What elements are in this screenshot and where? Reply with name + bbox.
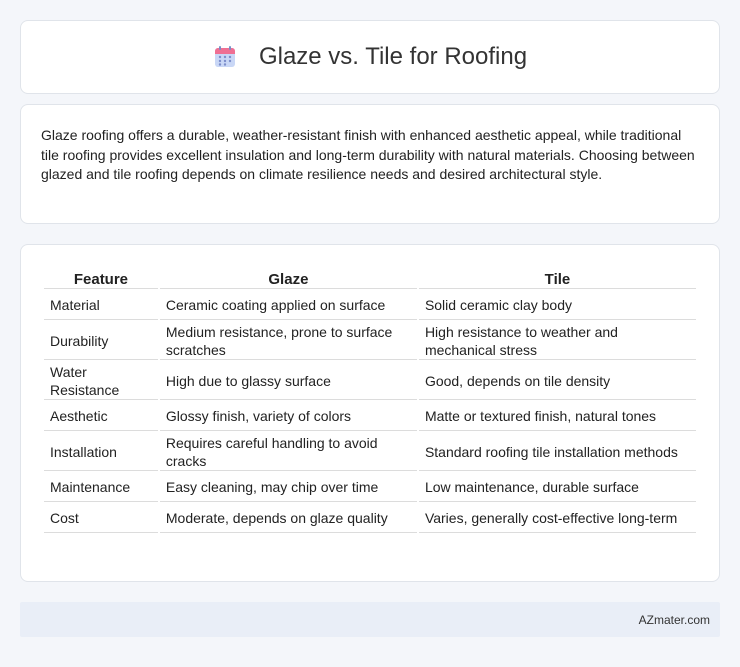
title-card xyxy=(20,20,720,94)
intro-card xyxy=(20,104,720,224)
footer-brand: AZmater.com xyxy=(638,612,710,627)
header-feature: Feature xyxy=(44,267,158,289)
table-row xyxy=(44,473,696,502)
feature-cell: Aesthetic xyxy=(44,402,158,431)
table-row xyxy=(44,362,696,400)
header-tile: Tile xyxy=(419,267,696,289)
glaze-cell: Moderate, depends on glaze quality xyxy=(160,504,417,533)
feature-cell: Maintenance xyxy=(44,473,158,502)
table-row xyxy=(44,433,696,471)
table-row xyxy=(44,322,696,360)
comparison-table xyxy=(42,265,698,535)
feature-cell: Water Resistance xyxy=(44,362,158,400)
table-header-row xyxy=(44,267,696,289)
glaze-cell: High due to glassy surface xyxy=(160,362,417,400)
tile-cell: Matte or textured finish, natural tones xyxy=(419,402,696,431)
glaze-cell: Ceramic coating applied on surface xyxy=(160,291,417,320)
table-row xyxy=(44,504,696,533)
glaze-cell: Medium resistance, prone to surface scratches xyxy=(160,322,417,360)
calendar-icon xyxy=(213,45,237,69)
page-title: Glaze vs. Tile for Roofing xyxy=(258,43,528,70)
glaze-cell: Requires careful handling to avoid cracks xyxy=(160,433,417,471)
tile-cell: High resistance to weather and mechanical stress xyxy=(419,322,696,360)
glaze-cell: Easy cleaning, may chip over time xyxy=(160,473,417,502)
table-row xyxy=(44,402,696,431)
feature-cell: Cost xyxy=(44,504,158,533)
intro-text: Glaze roofing offers a durable, weather-resistant finish with enhanced aesthetic appeal, while traditional tile roofing provides excellent insulation and long-term durability with natural materials. Choosing between glazed and tile roofing depends on climate resilience needs and desired architectural style. xyxy=(41,127,695,182)
table-card xyxy=(20,244,720,582)
table-row xyxy=(44,291,696,320)
header-glaze: Glaze xyxy=(160,267,417,289)
feature-cell: Durability xyxy=(44,322,158,360)
footer xyxy=(20,602,720,637)
tile-cell: Good, depends on tile density xyxy=(419,362,696,400)
tile-cell: Solid ceramic clay body xyxy=(419,291,696,320)
tile-cell: Low maintenance, durable surface xyxy=(419,473,696,502)
tile-cell: Varies, generally cost-effective long-term xyxy=(419,504,696,533)
feature-cell: Installation xyxy=(44,433,158,471)
glaze-cell: Glossy finish, variety of colors xyxy=(160,402,417,431)
feature-cell: Material xyxy=(44,291,158,320)
tile-cell: Standard roofing tile installation methods xyxy=(419,433,696,471)
